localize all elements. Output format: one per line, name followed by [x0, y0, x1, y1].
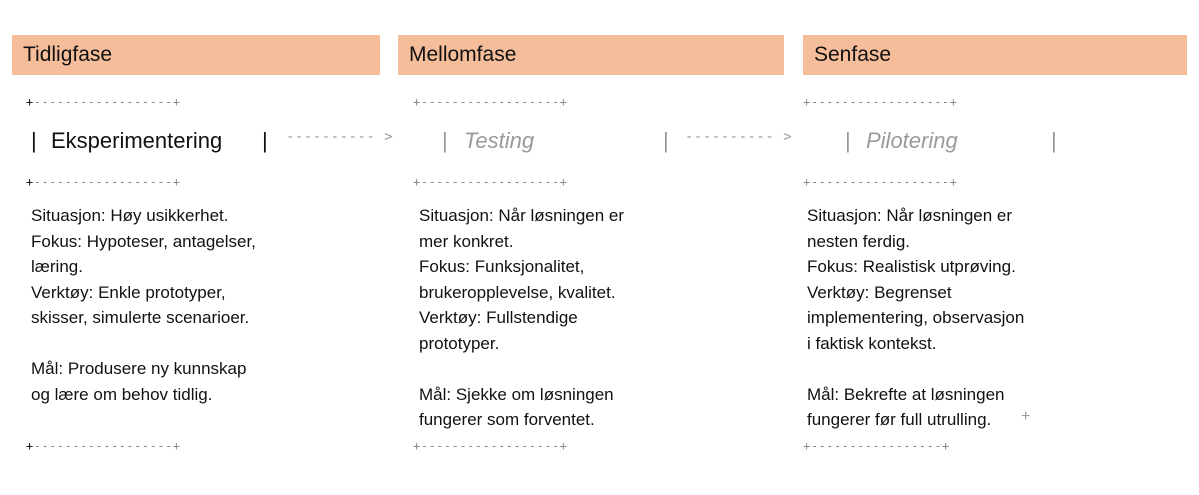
stage-label: Pilotering [866, 128, 958, 153]
phase-header-label: Senfase [814, 43, 892, 66]
goal-line: Mål: Sjekke om løsningen [419, 384, 614, 404]
description-line: Fokus: Realistisk utprøving. [807, 257, 1016, 276]
stage-label: Eksperimentering [51, 128, 223, 153]
description-line: prototyper. [419, 333, 500, 353]
goal-line: Mål: Bekrefte at løsningen [807, 384, 1005, 404]
description-line: skisser, simulerte scenarioer. [31, 308, 250, 327]
goal-line: og lære om behov tidlig. [31, 384, 213, 404]
phase-description-late [807, 203, 1024, 433]
description-line: Verktøy: Fullstendige [419, 308, 578, 327]
description-line: Verktøy: Enkle prototyper, [31, 282, 226, 302]
arrow-icon: ---------- > [286, 129, 394, 145]
description-line: læring. [31, 257, 83, 276]
corner-marker: + [1021, 408, 1031, 425]
description-line: i faktisk kontekst. [807, 333, 937, 353]
divider-rule: +------------------+ [803, 95, 958, 109]
stage-bracket: | [845, 128, 851, 153]
description-line: Verktøy: Begrenset [807, 282, 952, 302]
stage-label: Testing [464, 128, 535, 153]
arrow-icon: ---------- > [685, 129, 793, 145]
phase-header-label: Tidligfase [23, 43, 113, 66]
stage-bracket: | [262, 128, 268, 153]
phase-description-early [31, 203, 256, 407]
description-line: Situasjon: Når løsningen er [419, 206, 625, 225]
goal-line: fungerer før full utrulling. [807, 410, 992, 429]
description-line: implementering, observasjon [807, 308, 1025, 327]
description-line: Situasjon: Når løsningen er [807, 206, 1013, 225]
goal-line: fungerer som forventet. [419, 410, 595, 429]
description-line: Fokus: Funksjonalitet, [419, 257, 585, 276]
phase-header-label: Mellomfase [409, 43, 517, 66]
divider-rule: +------------------+ [26, 175, 181, 189]
phase-header-early [12, 35, 380, 75]
divider-rule: +------------------+ [26, 95, 181, 109]
stage-bracket: | [31, 128, 37, 153]
stage-bracket: | [663, 128, 669, 153]
description-line: nesten ferdig. [807, 231, 911, 251]
phase-header-late [803, 35, 1187, 75]
stage-box-piloting [800, 124, 1100, 158]
description-line: Situasjon: Høy usikkerhet. [31, 206, 229, 225]
divider-rule: +------------------+ [413, 439, 568, 453]
divider-rule: +------------------+ [803, 175, 958, 189]
divider-rule: +-----------------+ [803, 439, 950, 453]
stage-bracket: | [1051, 128, 1057, 153]
phase-description-middle [419, 203, 624, 433]
divider-rule: +------------------+ [413, 95, 568, 109]
phase-header-middle [398, 35, 784, 75]
goal-line: Mål: Produsere ny kunnskap [31, 359, 247, 378]
divider-rule: +------------------+ [413, 175, 568, 189]
stage-bracket: | [442, 128, 448, 153]
stage-box-testing [400, 124, 700, 158]
description-line: Fokus: Hypoteser, antagelser, [31, 231, 256, 251]
stage-box-experimentation [0, 124, 300, 158]
description-line: brukeropplevelse, kvalitet. [419, 282, 616, 302]
description-line: mer konkret. [419, 231, 514, 251]
divider-rule: +------------------+ [26, 439, 181, 453]
